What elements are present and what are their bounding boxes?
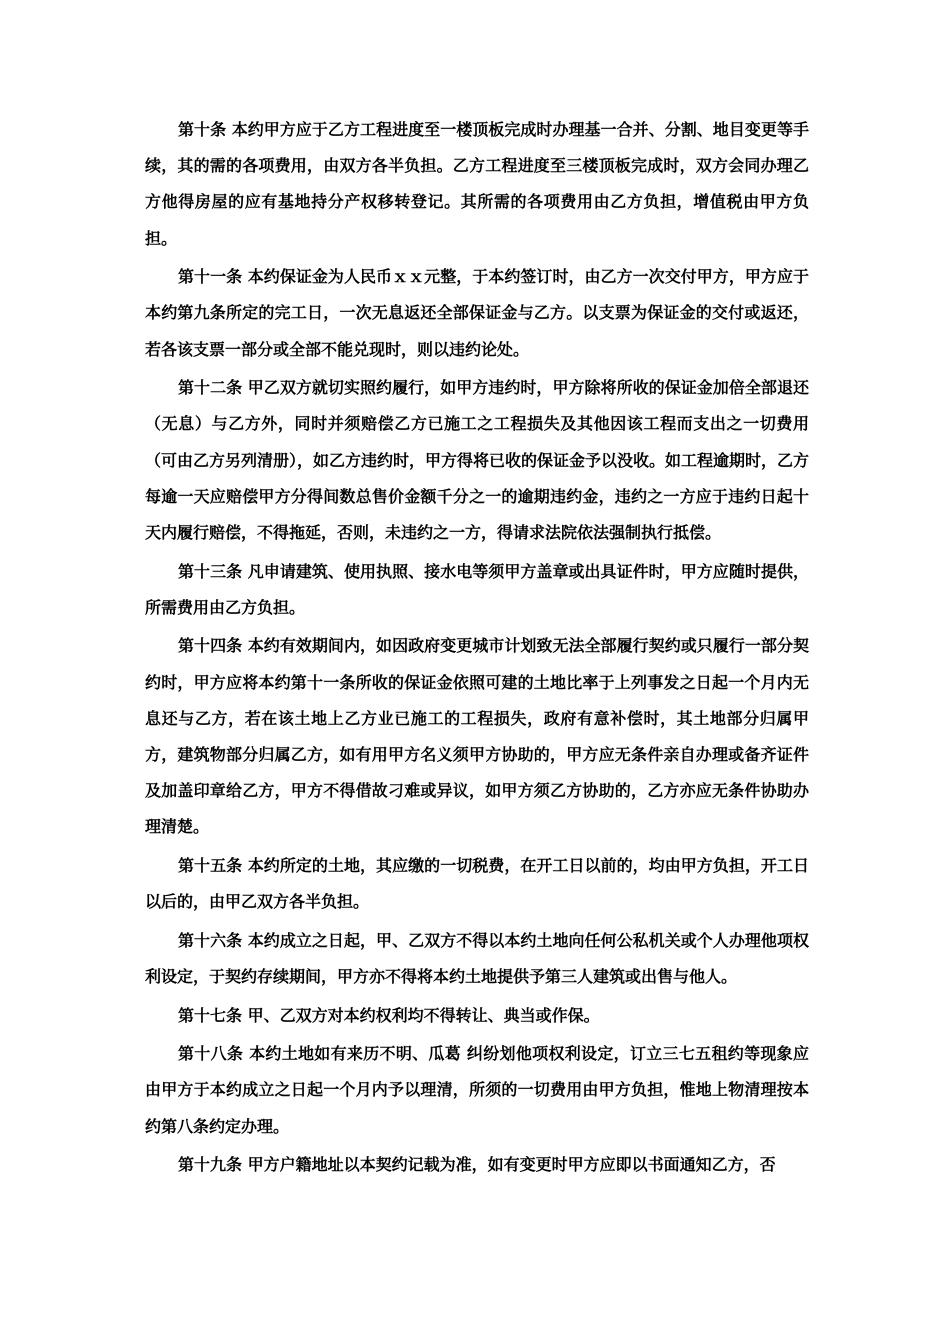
clause-16: 第十六条 本约成立之日起，甲、乙双方不得以本约土地向任何公私机关或个人办理他项权利设定，于契约存续期间，甲方亦不得将本约土地提供予第三人建筑或出售与他人。 — [145, 930, 809, 987]
clause-19: 第十九条 甲方户籍地址以本契约记载为准，如有变更时甲方应即以书面通知乙方，否 — [178, 1155, 776, 1175]
clause-11: 第十一条 本约保证金为人民币ｘｘ元整，于本约签订时，由乙方一次交付甲方，甲方应于本约第九条所定的完工日，一次无息返还全部保证金与乙方。以支票为保证金的交付或返还，若各该支票一部分或全部不能兑现时，则以违约论处。 — [145, 267, 809, 359]
clause-12: 第十二条 甲乙双方就切实照约履行，如甲方违约时，甲方除将所收的保证金加倍全部退还（无息）与乙方外，同时并须赔偿乙方已施工之工程损失及其他因该工程而支出之一切费用（可由乙方另列清册），如乙方违约时，甲方得将已收的保证金予以没收。如工程逾期时，乙方每逾一天应赔偿甲方分得间数总售价金额千分之一的逾期违约金，违约之一方应于违约日起十天内履行赔偿，不得拖延，否则，未违约之一方，得请求法院依法强制执行抵偿。 — [145, 378, 810, 543]
clause-17: 第十七条 甲、乙双方对本约权利均不得转让、典当或作保。 — [178, 1005, 600, 1025]
clause-18: 第十八条 本约土地如有来历不明、瓜葛 纠纷划他项权利设定，订立三七五租约等现象应由甲方于本约成立之日起一个月内予以理清，所须的一切费用由甲方负担，惟地上物清理按本约第八条约定办理。 — [145, 1044, 809, 1136]
clause-15: 第十五条 本约所定的土地，其应缴的一切税费，在开工日以前的，均由甲方负担，开工日以后的，由甲乙双方各半负担。 — [145, 856, 809, 912]
clause-14: 第十四条 本约有效期间内，如因政府变更城市计划致无法全部履行契约或只履行一部分契约时，甲方应将本约第十一条所收的保证金依照可建的土地比率于上列事发之日起一个月内无息还与乙方，若在该土地上乙方业已施工的工程损失，政府有意补偿时，其土地部分归属甲方，建筑物部分归属乙方，如有用甲方名义须甲方协助的，甲方应无条件亲自办理或备齐证件及加盖印章给乙方，甲方不得借故刁难或异议，如甲方须乙方协助的，乙方亦应无条件协助办理清楚。 — [145, 636, 809, 837]
clause-10: 第十条 本约甲方应于乙方工程进度至一楼顶板完成时办理基一合并、分割、地目变更等手续，其的需的各项费用，由双方各半负担。乙方工程进度至三楼顶板完成时，双方会同办理乙方他得房屋的应有基地持分产权移转登记。其所需的各项费用由乙方负担，增值税由甲方负担。 — [145, 120, 809, 248]
clause-13: 第十三条 凡申请建筑、使用执照、接水电等须甲方盖章或出具证件时，甲方应随时提供，所需费用由乙方负担。 — [145, 561, 809, 617]
document-body — [145, 112, 809, 1183]
